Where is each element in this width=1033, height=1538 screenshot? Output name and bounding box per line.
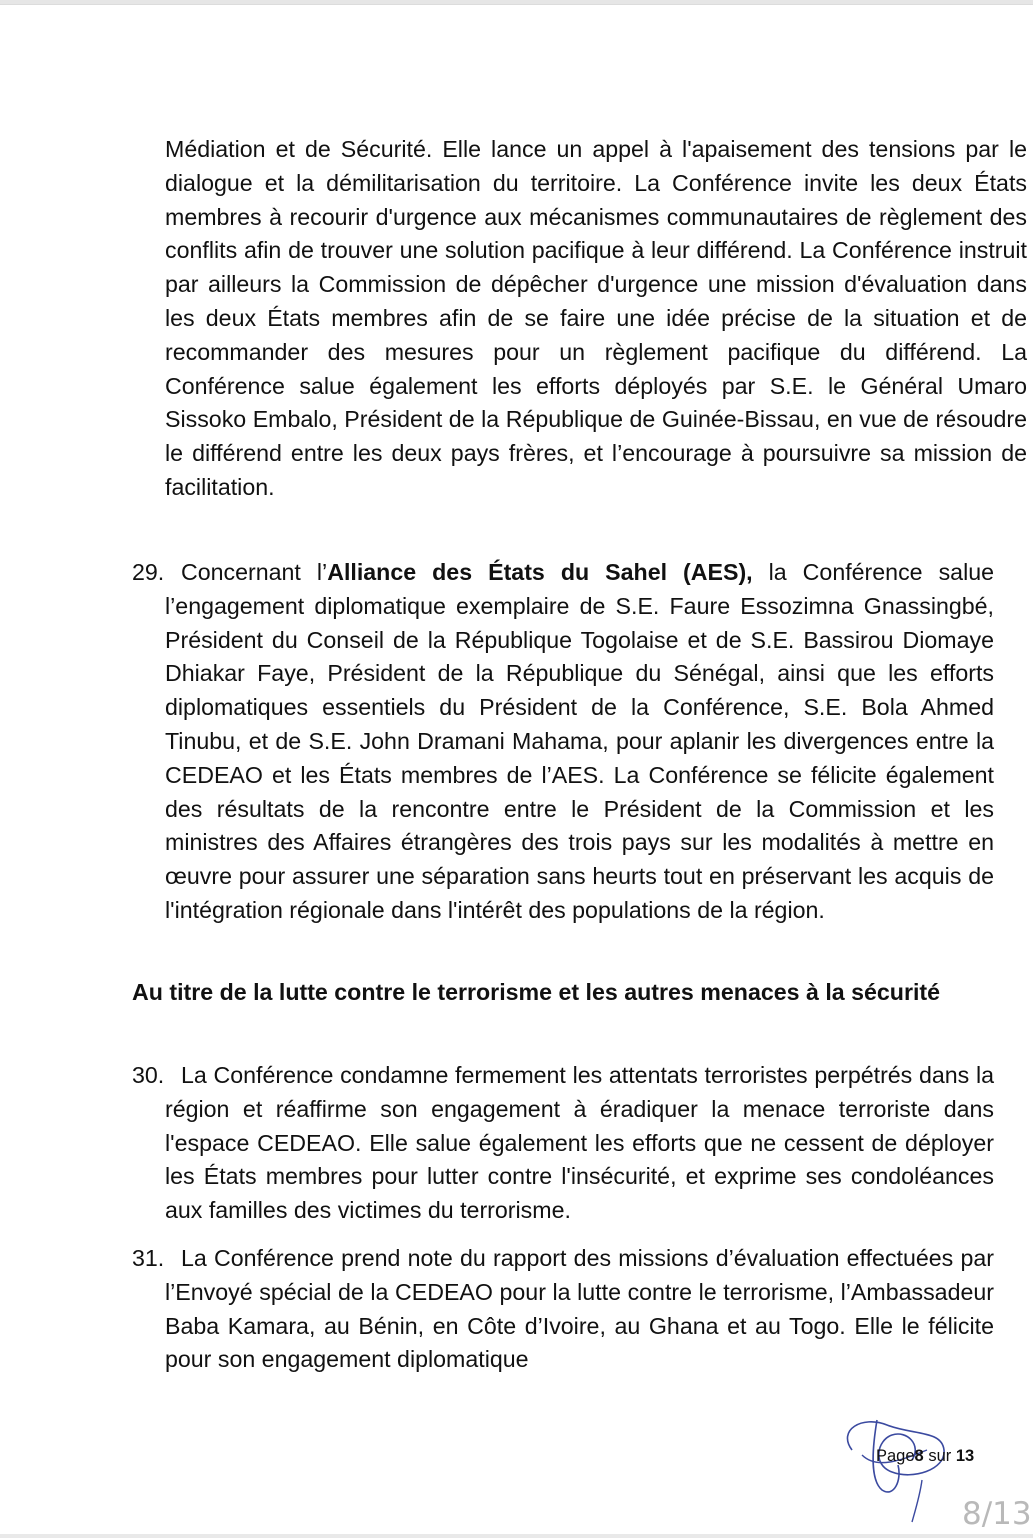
item-number: 29.	[132, 559, 165, 585]
item-30	[132, 1059, 994, 1228]
item-lead-text: Concernant l’	[181, 559, 328, 585]
handwritten-signature	[832, 1410, 952, 1525]
section-heading: Au titre de la lutte contre le terrorisme et les autres menaces à la sécurité	[132, 979, 941, 1005]
footer-page-number: 8	[914, 1447, 924, 1465]
item-29	[132, 556, 994, 928]
item-text: La Conférence prend note du rapport des missions d’évaluation effectuées par l’Envoyé spécial de la CEDEAO pour la lutte contre le terrorisme, l’Ambassadeur Baba Kamara, au Bénin, en Côte d’Ivoire, au Ghana et au Togo. Elle le félicite pour son engagement diplomatique	[165, 1245, 994, 1373]
item-rest-text: la Conférence salue l’engagement diplomatique exemplaire de S.E. Faure Essozimna Gnassingbé, Président du Conseil de la République Togolaise et de S.E. Bassirou Diomaye Dhiakar Faye, Président de la République du Sénégal, ainsi que les efforts diplomatiques essentiels du Président de la Conférence, S.E. Bola Ahmed Tinubu, et de S.E. John Dramani Mahama, pour aplanir les divergences entre la CEDEAO et les États membres de l’AES. La Conférence se félicite également des résultats de la rencontre entre le Président de la Commission et les ministres des Affaires étrangères des trois pays sur les modalités à mettre en œuvre pour assurer une séparation sans heurts tout en préservant les acquis de l'intégration régionale dans l'intérêt des populations de la région.	[165, 559, 995, 923]
item-number: 30.	[132, 1062, 165, 1088]
item-number: 31.	[132, 1245, 165, 1271]
viewer-page-counter: 8/13	[962, 1496, 1032, 1532]
item-text: La Conférence condamne fermement les attentats terroristes perpétrés dans la région et réaffirme son engagement à éradiquer la menace terroriste dans l'espace CEDEAO. Elle salue également les efforts que ne cessent de déployer les États membres pour lutter contre l'insécurité, et exprime ses condoléances aux familles des victimes du terrorisme.	[165, 1062, 994, 1224]
item-body	[132, 1059, 994, 1228]
bottom-divider	[0, 1534, 1033, 1538]
page-footer	[876, 1447, 974, 1466]
footer-sur-word: sur	[928, 1447, 952, 1465]
item-31	[132, 1242, 994, 1377]
item-body	[132, 556, 994, 928]
footer-page-word: Page	[876, 1447, 915, 1465]
item-bold-text: Alliance des États du Sahel (AES),	[327, 559, 753, 585]
item-body	[132, 1242, 994, 1377]
footer-total-pages: 13	[955, 1447, 975, 1465]
continuation-paragraph: Médiation et de Sécurité. Elle lance un appel à l'apaisement des tensions par le dialogue et la démilitarisation du territoire. La Conférence invite les deux États membres à recourir d'urgence aux mécanismes communautaires de règlement des conflits afin de trouver une solution pacifique à leur différend. La Conférence instruit par ailleurs la Commission de dépêcher d'urgence une mission d'évaluation dans les deux États membres afin de se faire une idée précise de la situation et de recommander des mesures pour un règlement pacifique du différend. La Conférence salue également les efforts déployés par S.E. le Général Umaro Sissoko Embalo, Président de la République de Guinée-Bissau, en vue de résoudre le différend entre les deux pays frères, et l’encourage à poursuivre sa mission de facilitation.	[165, 136, 1027, 500]
